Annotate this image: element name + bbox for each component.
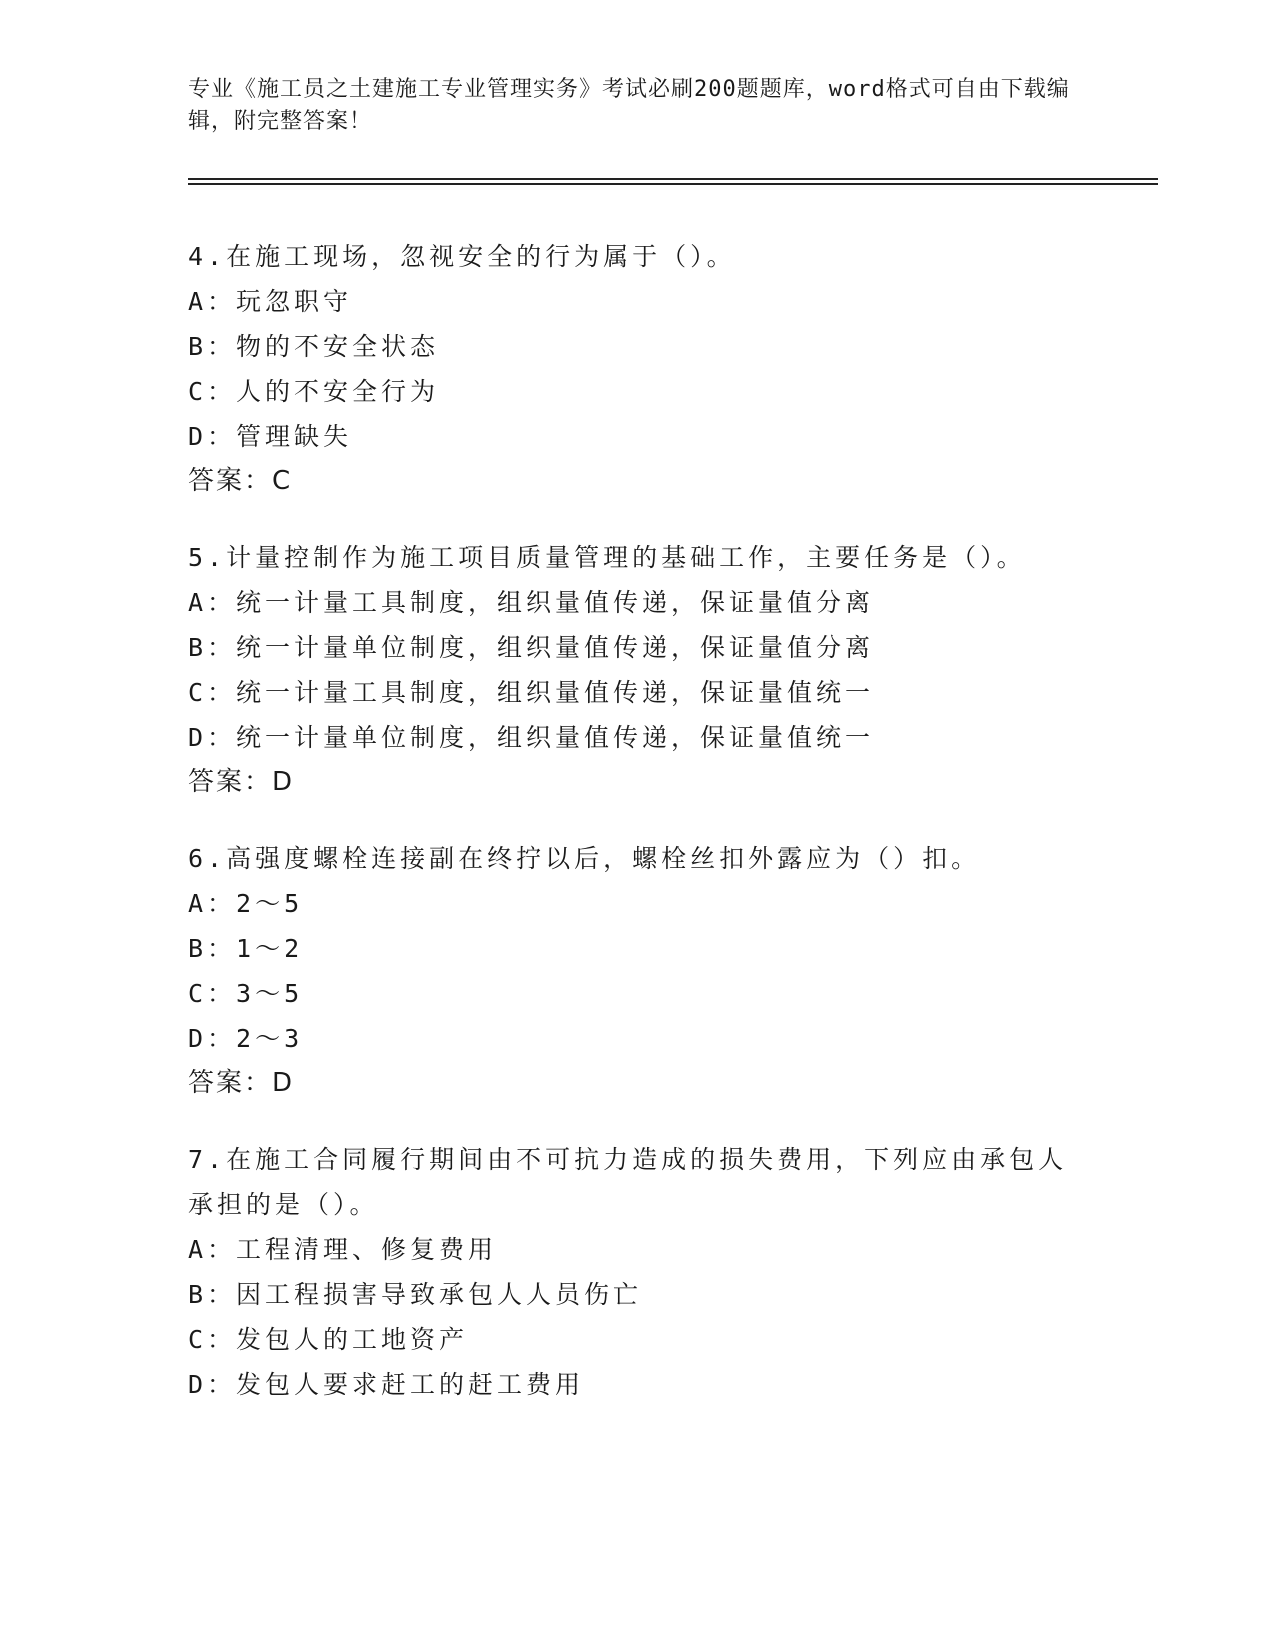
header-divider-bottom: [188, 183, 1158, 185]
option-b: B：统一计量单位制度，组织量值传递，保证量值分离: [188, 633, 875, 662]
option-a: A：2～5: [188, 889, 304, 918]
option-c: C：人的不安全行为: [188, 377, 440, 406]
question-stem: 6.高强度螺栓连接副在终拧以后，螺栓丝扣外露应为（）扣。: [188, 844, 981, 873]
option-b: B：1～2: [188, 934, 304, 963]
option-d: D：2～3: [188, 1024, 304, 1053]
option-c: C：统一计量工具制度，组织量值传递，保证量值统一: [188, 678, 875, 707]
option-d: D：管理缺失: [188, 422, 353, 451]
question-7: [188, 1137, 1088, 1407]
option-d: D：发包人要求赶工的赶工费用: [188, 1370, 585, 1399]
option-a: A：统一计量工具制度，组织量值传递，保证量值分离: [188, 588, 875, 617]
option-a: A：玩忽职守: [188, 287, 353, 316]
answer-line: 答案：D: [188, 767, 295, 797]
question-stem: 5.计量控制作为施工项目质量管理的基础工作，主要任务是（）。: [188, 543, 1026, 572]
document-header: 专业《施工员之土建施工专业管理实务》考试必刷200题题库，word格式可自由下载编辑，附完整答案！: [188, 77, 1070, 134]
answer-line: 答案：D: [188, 1068, 295, 1098]
answer-line: 答案：C: [188, 466, 293, 496]
question-stem: 4.在施工现场，忽视安全的行为属于（）。: [188, 242, 736, 271]
option-c: C：发包人的工地资产: [188, 1325, 469, 1354]
header-divider-top: [188, 178, 1158, 180]
option-d: D：统一计量单位制度，组织量值传递，保证量值统一: [188, 723, 875, 752]
option-b: B：物的不安全状态: [188, 332, 440, 361]
option-c: C：3～5: [188, 979, 304, 1008]
question-5: [188, 535, 1088, 805]
question-stem: 7.在施工合同履行期间由不可抗力造成的损失费用，下列应由承包人承担的是（）。: [188, 1145, 1068, 1219]
question-6: [188, 836, 1088, 1106]
option-a: A：工程清理、修复费用: [188, 1235, 498, 1264]
question-4: [188, 234, 1088, 504]
option-b: B：因工程损害导致承包人人员伤亡: [188, 1280, 643, 1309]
question-list: [188, 234, 1088, 1438]
